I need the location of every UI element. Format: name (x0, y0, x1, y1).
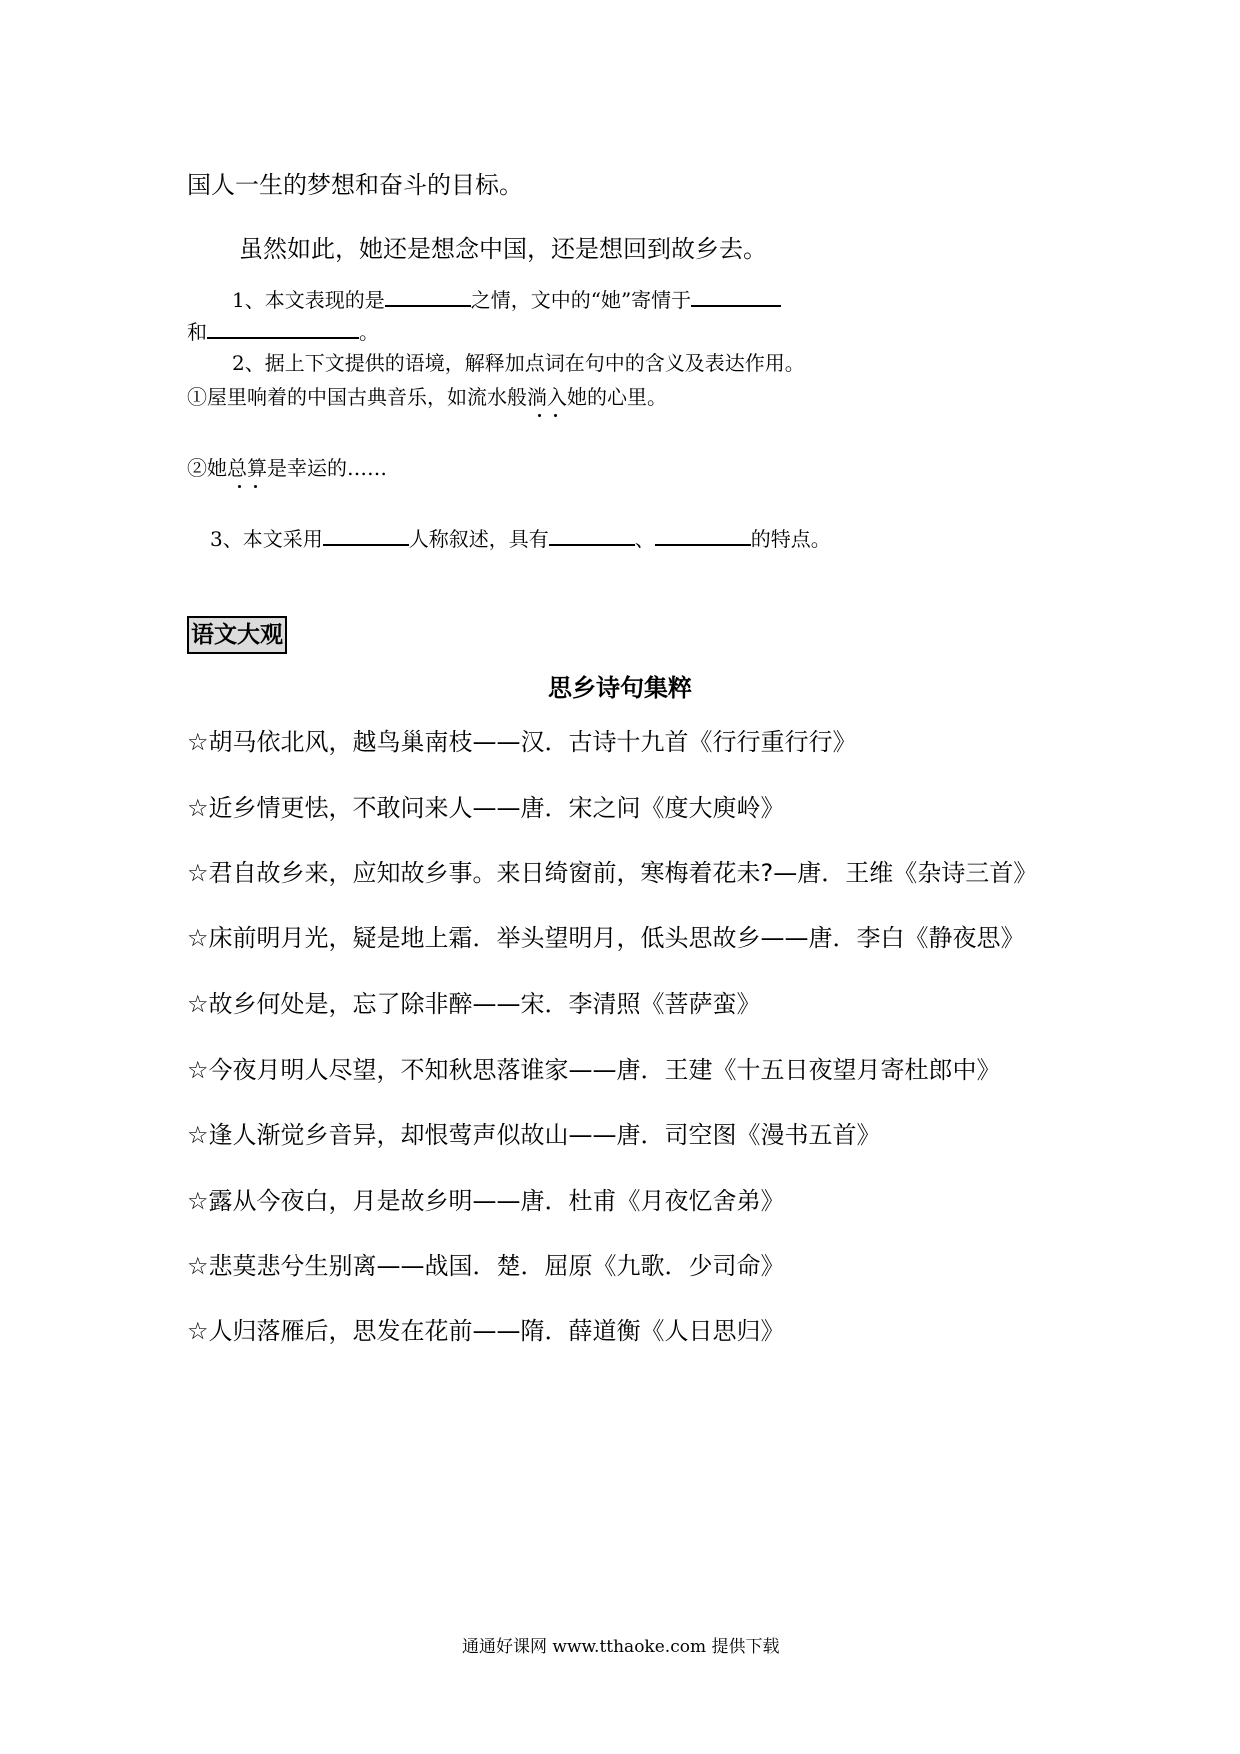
question-3-text-c: 、 (634, 527, 655, 551)
question-2-item-2-pre: ②她 (187, 456, 227, 480)
passage-line-2: 虽然如此，她还是想念中国，还是想回到故乡去。 (239, 235, 767, 263)
poem-line-10: ☆人归落雁后，思发在花前——隋．薛道衡《人日思归》 (187, 1317, 785, 1345)
poem-line-8: ☆露从今夜白，月是故乡明——唐．杜甫《月夜忆舍弟》 (187, 1187, 785, 1215)
answer-blank-2[interactable] (691, 287, 781, 307)
question-1-text-d: 。 (359, 320, 379, 344)
question-3 (210, 526, 831, 552)
poem-line-4: ☆床前明月光，疑是地上霜．举头望明月，低头思故乡——唐．李白《静夜思》 (187, 924, 1025, 952)
question-2-item-1-pre: ①屋里响着的中国古典音乐，如流水般 (187, 385, 527, 409)
poem-line-9: ☆悲莫悲兮生别离——战国．楚．屈原《九歌．少司命》 (187, 1252, 785, 1280)
question-3-text-a: 3、本文采用 (210, 527, 323, 551)
poem-line-5: ☆故乡何处是，忘了除非醉——宋．李清照《菩萨蛮》 (187, 990, 761, 1018)
question-2-item-2-post: 是幸运的…… (267, 456, 387, 480)
answer-blank-3[interactable] (207, 319, 359, 339)
poem-line-2: ☆近乡情更怯，不敢问来人——唐．宋之问《度大庾岭》 (187, 794, 785, 822)
poem-line-1: ☆胡马依北风，越鸟巢南枝——汉．古诗十九首《行行重行行》 (187, 728, 857, 756)
question-1-line-2 (187, 319, 379, 345)
question-2-item-1-post: 她的心里。 (567, 385, 667, 409)
dotted-word-2 (227, 455, 267, 481)
question-1-text-c: 和 (187, 320, 207, 344)
question-2-item-2 (187, 455, 387, 481)
question-2-item-1 (187, 384, 667, 410)
section-label: 语文大观 (187, 616, 287, 654)
poem-line-6: ☆今夜月明人尽望，不知秋思落谁家——唐．王建《十五日夜望月寄杜郎中》 (187, 1056, 1001, 1084)
answer-blank-5[interactable] (549, 526, 635, 546)
answer-blank-4[interactable] (323, 526, 409, 546)
answer-blank-6[interactable] (655, 526, 751, 546)
emphasis-dots-1 (527, 414, 567, 418)
question-3-text-d: 的特点。 (750, 527, 831, 551)
poem-line-7: ☆逢人渐觉乡音异，却恨莺声似故山——唐．司空图《漫书五首》 (187, 1121, 881, 1149)
dotted-word-1 (527, 384, 567, 410)
section-title: 思乡诗句集粹 (548, 674, 692, 702)
question-1-text-a: 1、本文表现的是 (232, 288, 385, 312)
passage-line-1: 国人一生的梦想和奋斗的目标。 (187, 171, 523, 199)
question-2: 2、据上下文提供的语境，解释加点词在句中的含义及表达作用。 (232, 351, 805, 375)
answer-blank-1[interactable] (385, 287, 471, 307)
page-footer: 通通好课网 www.tthaoke.com 提供下载 (462, 1637, 780, 1657)
question-3-text-b: 人称叙述，具有 (408, 527, 549, 551)
dotted-word-1-text: 淌入 (527, 385, 567, 409)
question-1 (232, 287, 781, 313)
question-1-text-b: 之情，文中的“她”寄情于 (470, 288, 692, 312)
poem-line-3: ☆君自故乡来，应知故乡事。来日绮窗前，寒梅着花未?—唐．王维《杂诗三首》 (187, 859, 1038, 887)
emphasis-dots-2 (227, 485, 267, 489)
dotted-word-2-text: 总算 (227, 456, 267, 480)
